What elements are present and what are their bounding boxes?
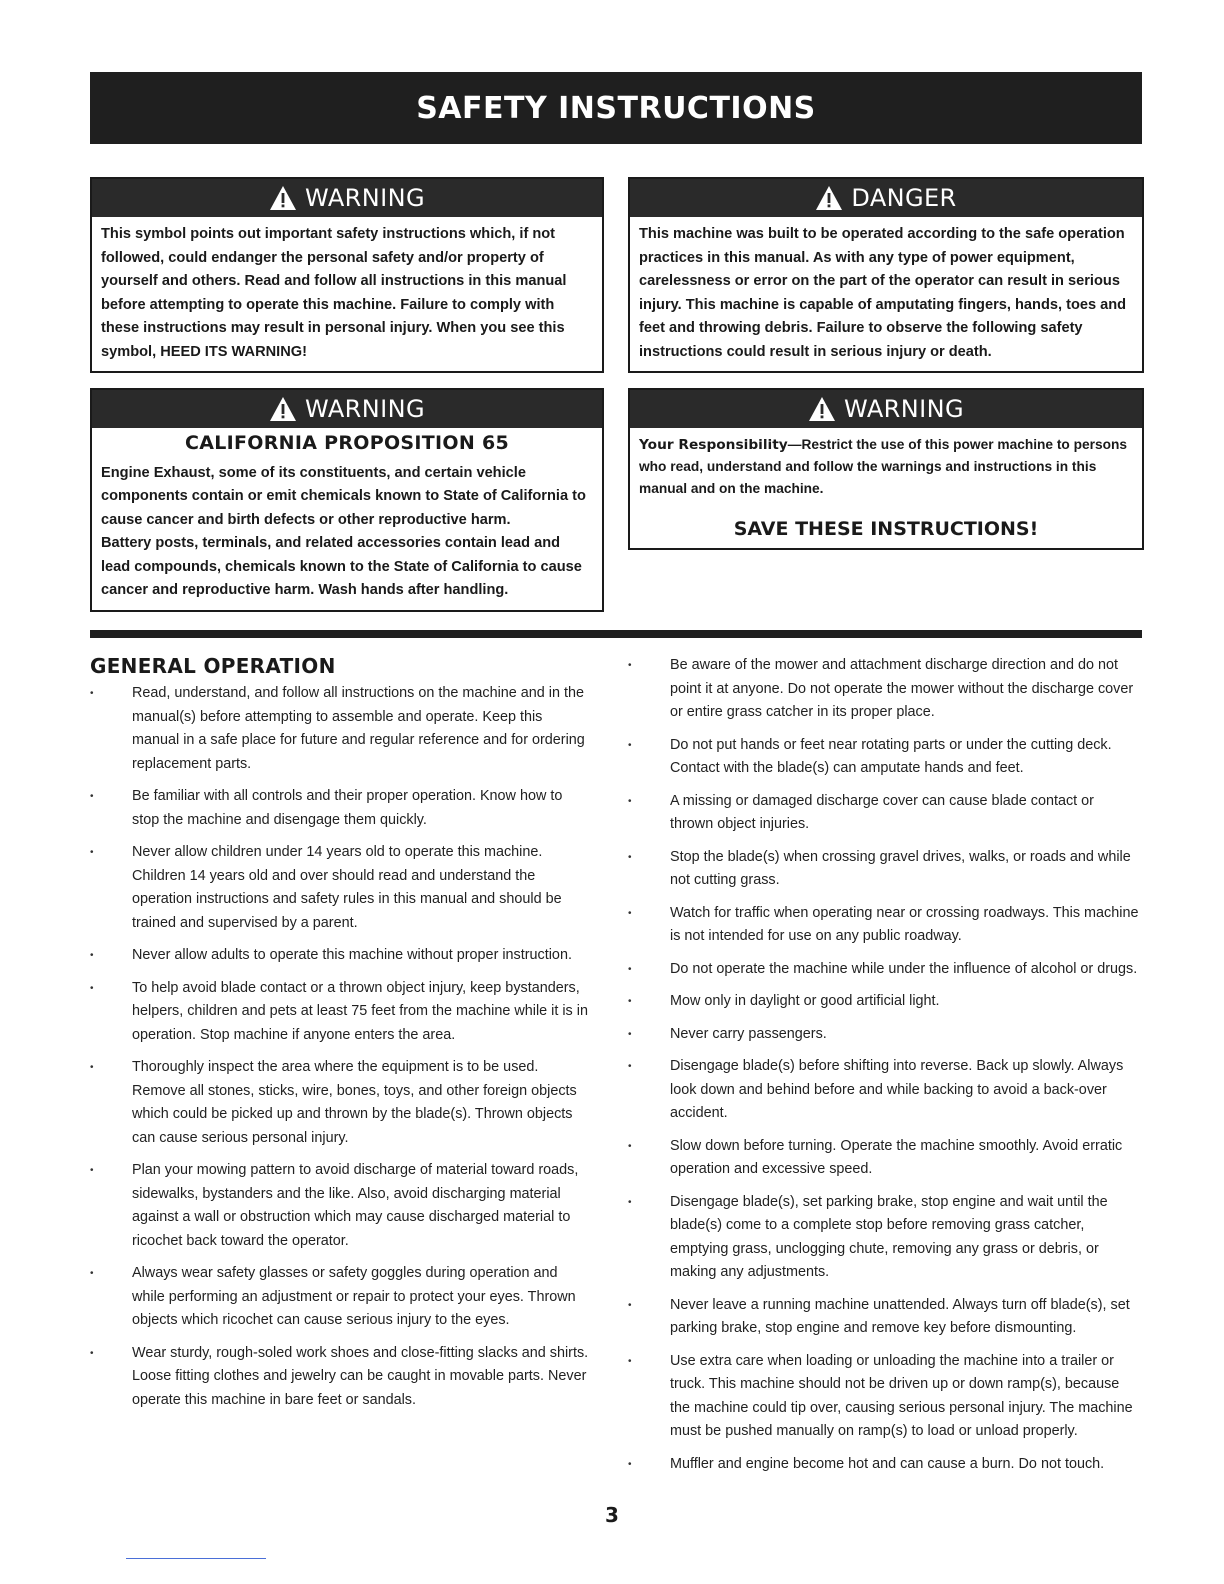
list-item: • A missing or damaged discharge cover can cause blade contact or thrown object injuries. xyxy=(628,790,1140,837)
list-item: • Never leave a running machine unattended. Always turn off blade(s), set parking brake, stop engine and remove key before dismounting. xyxy=(628,1294,1140,1341)
list-item: • Stop the blade(s) when crossing gravel drives, walks, or roads and while not cutting grass. xyxy=(628,846,1140,893)
section-divider xyxy=(90,630,1142,638)
list-item: • Slow down before turning. Operate the machine smoothly. Avoid erratic operation and excessive speed. xyxy=(628,1135,1140,1182)
warning-header xyxy=(92,179,602,217)
warning-box-responsibility xyxy=(628,388,1144,550)
list-item: • Watch for traffic when operating near or crossing roadways. This machine is not intended for use on any public roadway. xyxy=(628,902,1140,949)
prop65-paragraph-1: Engine Exhaust, some of its constituents, and certain vehicle components contain or emit chemicals known to State of California to cause cancer and birth defects or other reproductive harm. xyxy=(101,464,586,528)
list-item: • Use extra care when loading or unloading the machine into a trailer or truck. This machine should not be driven up or down ramp(s), because the machine could tip over, causing serious personal injury. The machine must be pushed manually on ramp(s) to load or unload properly. xyxy=(628,1350,1140,1444)
list-item: • Never carry passengers. xyxy=(628,1023,1140,1047)
danger-body xyxy=(630,217,1142,370)
list-item: • Disengage blade(s), set parking brake, stop engine and wait until the blade(s) come to a complete stop before removing grass catcher, emptying grass, unclogging chute, removing any grass or debris, or making any adjustments. xyxy=(628,1191,1140,1285)
warning-heading: WARNING xyxy=(305,184,425,212)
warning-header xyxy=(630,390,1142,428)
warning-heading: WARNING xyxy=(305,395,425,423)
section-title: GENERAL OPERATION xyxy=(90,654,336,678)
danger-heading: DANGER xyxy=(851,184,957,212)
warning-box-prop65 xyxy=(90,388,604,612)
list-item: • Always wear safety glasses or safety goggles during operation and while performing an adjustment or repair to protect your eyes. Thrown objects which ricochet can cause serious injury to the eyes. xyxy=(90,1262,590,1333)
general-operation-list-left xyxy=(90,682,590,1421)
prop65-paragraph-2: Battery posts, terminals, and related accessories contain lead and lead compounds, chemicals known to the State of California to cause cancer and reproductive harm. Wash hands after handling. xyxy=(101,535,582,598)
save-instructions: SAVE THESE INSTRUCTIONS! xyxy=(733,518,1039,541)
warning-triangle-icon xyxy=(808,396,836,422)
list-item: • Never allow adults to operate this machine without proper instruction. xyxy=(90,944,590,968)
list-item: • Muffler and engine become hot and can cause a burn. Do not touch. xyxy=(628,1453,1140,1477)
warning-triangle-icon xyxy=(269,185,297,211)
footer-rule xyxy=(126,1558,266,1559)
list-item: • Read, understand, and follow all instructions on the machine and in the manual(s) before attempting to assemble and operate. Keep this manual in a safe place for future and regular reference and for ordering replacement parts. xyxy=(90,682,590,776)
responsibility-text xyxy=(639,434,1133,500)
warning-box-symbol xyxy=(90,177,604,373)
banner-title: SAFETY INSTRUCTIONS xyxy=(416,90,816,126)
warning-triangle-icon xyxy=(815,185,843,211)
list-item: • Disengage blade(s) before shifting into reverse. Back up slowly. Always look down and behind before and while backing to avoid a back-over accident. xyxy=(628,1055,1140,1126)
prop65-body xyxy=(92,428,602,609)
list-item: • Do not operate the machine while under the influence of alcohol or drugs. xyxy=(628,958,1140,982)
responsibility-lead: Your Responsibility xyxy=(639,437,788,453)
list-item: • Be aware of the mower and attachment discharge direction and do not point it at anyone. Do not operate the mower without the discharge cover or entire grass catcher in its proper place. xyxy=(628,654,1140,725)
general-operation-list-right xyxy=(628,654,1140,1485)
warning-heading: WARNING xyxy=(844,395,964,423)
page-number: 3 xyxy=(605,1503,619,1527)
responsibility-sentence: —Restrict the use of this power machine to persons who read, understand and follow the warnings and instructions in this manual and on the machine. xyxy=(639,437,1127,497)
list-item: • Mow only in daylight or good artificial light. xyxy=(628,990,1140,1014)
list-item: • Do not put hands or feet near rotating parts or under the cutting deck. Contact with the blade(s) can amputate hands and feet. xyxy=(628,734,1140,781)
warning-triangle-icon xyxy=(269,396,297,422)
list-item: • To help avoid blade contact or a thrown object injury, keep bystanders, helpers, children and pets at least 75 feet from the machine while it is in operation. Stop machine if anyone enters the area. xyxy=(90,977,590,1048)
warning-text: This symbol points out important safety instructions which, if not followed, could endanger the personal safety and/or property of yourself and others. Read and follow all instructions in this manual before attempting to operate this machine. Failure to comply with these instructions may result in personal injury. When you see this symbol, HEED ITS WARNING! xyxy=(101,226,567,360)
danger-box xyxy=(628,177,1144,373)
list-item: • Never allow children under 14 years old to operate this machine. Children 14 years old and over should read and understand the operation instructions and safety rules in this manual and should be trained and supervised by a parent. xyxy=(90,841,590,935)
list-item: • Be familiar with all controls and their proper operation. Know how to stop the machine and disengage them quickly. xyxy=(90,785,590,832)
warning-header xyxy=(92,390,602,428)
danger-text: This machine was built to be operated according to the safe operation practices in this manual. As with any type of power equipment, carelessness or error on the part of the operator can result in serious injury. This machine is capable of amputating fingers, hands, toes and feet and throwing debris. Failure to observe the following safety instructions could result in serious injury or death. xyxy=(639,226,1127,360)
warning-body xyxy=(92,217,602,370)
prop65-subheading: CALIFORNIA PROPOSITION 65 xyxy=(184,432,510,454)
responsibility-body xyxy=(630,428,1142,546)
list-item: • Plan your mowing pattern to avoid discharge of material toward roads, sidewalks, bystanders and the like. Also, avoid discharging material against a wall or obstruction which may cause discharged material to ricochet back toward the operator. xyxy=(90,1159,590,1253)
list-item: • Thoroughly inspect the area where the equipment is to be used. Remove all stones, sticks, wire, bones, toys, and other foreign objects which could be picked up and thrown by the blade(s). Thrown objects can cause serious personal injury. xyxy=(90,1056,590,1150)
list-item: • Wear sturdy, rough-soled work shoes and close-fitting slacks and shirts. Loose fitting clothes and jewelry can be caught in movable parts. Never operate this machine in bare feet or sandals. xyxy=(90,1342,590,1413)
page-banner xyxy=(90,72,1142,144)
danger-header xyxy=(630,179,1142,217)
